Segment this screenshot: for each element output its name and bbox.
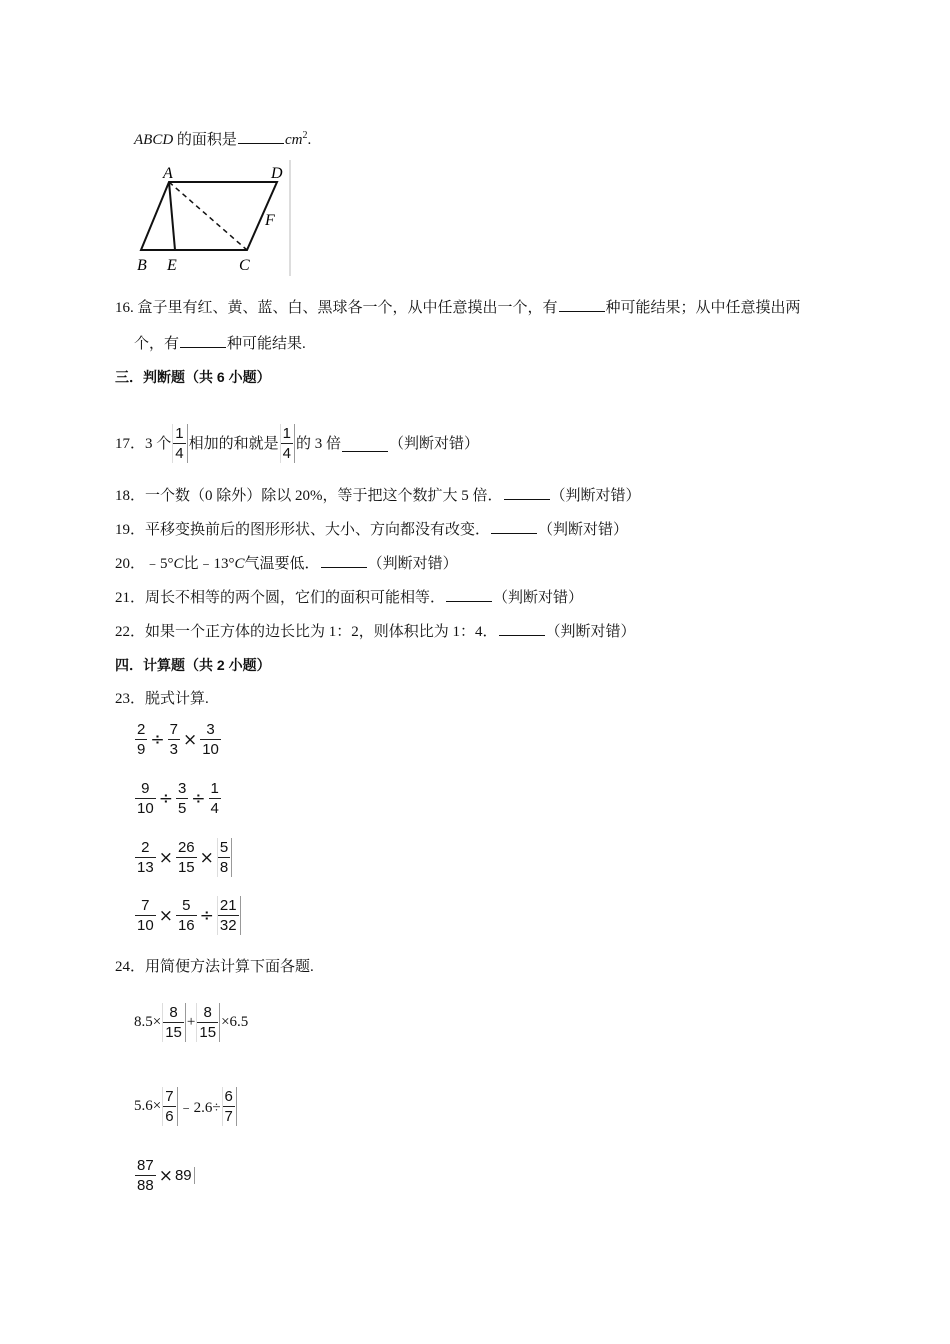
operator: ÷ <box>150 729 165 750</box>
label-a: A <box>163 165 173 182</box>
denominator: 88 <box>137 1177 154 1194</box>
fraction <box>200 720 221 759</box>
fraction <box>217 838 232 877</box>
parallelogram-abcd <box>141 182 277 250</box>
fraction <box>135 1156 156 1195</box>
fraction <box>280 424 295 463</box>
fraction <box>135 838 156 877</box>
expression-text: ×6.5 <box>221 1014 249 1030</box>
q21-text: 21．周长不相等的两个圆，它们的面积可能相等． <box>115 590 446 606</box>
calc-23-1 <box>134 720 222 759</box>
answer-blank[interactable] <box>321 552 367 568</box>
numerator: 5 <box>219 839 229 856</box>
fraction <box>217 896 241 935</box>
q18-tail: （判断对错） <box>550 488 641 504</box>
denominator: 32 <box>219 917 237 934</box>
denominator: 15 <box>165 1024 182 1041</box>
operator: × <box>158 905 173 926</box>
question-16-line2 <box>134 332 306 354</box>
q17-text-c: 的 3 倍 <box>295 435 341 452</box>
denominator: 13 <box>137 859 154 876</box>
fraction <box>162 1087 177 1126</box>
answer-blank[interactable] <box>499 620 545 636</box>
denominator: 15 <box>199 1024 217 1041</box>
answer-blank[interactable] <box>342 436 388 452</box>
q22-text: 22．如果一个正方体的边长比为 1：2，则体积比为 1：4． <box>115 624 498 640</box>
operator: × <box>199 847 214 868</box>
operator: × <box>182 729 198 750</box>
fraction <box>162 1003 186 1042</box>
q20-text-b: 比﹣13° <box>183 556 235 572</box>
label-c: C <box>239 257 250 274</box>
fraction <box>176 779 188 818</box>
unit-c: C <box>234 556 245 572</box>
fraction <box>222 1087 237 1126</box>
unit-c: C <box>173 556 184 572</box>
question-19 <box>115 518 628 540</box>
q15-prefix: ABCD <box>134 132 174 148</box>
unit: cm <box>284 132 303 148</box>
fraction <box>135 896 156 935</box>
operator: ÷ <box>199 905 214 926</box>
numerator: 2 <box>141 839 150 856</box>
calc-23-4 <box>134 896 242 935</box>
period: . <box>307 132 312 148</box>
answer-blank[interactable] <box>446 586 492 602</box>
q15-text: 的面积是 <box>176 132 237 148</box>
numerator: 1 <box>282 425 291 442</box>
numerator: 7 <box>141 897 150 914</box>
question-22 <box>115 620 636 642</box>
q16-text-d: 种可能结果. <box>227 336 306 352</box>
expression-text: 89 <box>175 1167 195 1184</box>
calc-24-3 <box>134 1156 195 1195</box>
fraction <box>172 424 187 463</box>
denominator: 9 <box>137 741 146 758</box>
denominator: 10 <box>137 917 154 934</box>
calc-24-1 <box>134 1003 248 1042</box>
denominator: 8 <box>219 859 229 876</box>
numerator: 2 <box>137 721 146 738</box>
fraction <box>176 838 197 877</box>
q19-tail: （判断对错） <box>538 522 629 538</box>
fraction <box>196 1003 220 1042</box>
label-d: D <box>271 165 283 182</box>
q15-tail <box>134 126 311 150</box>
question-20 <box>115 552 458 574</box>
denominator: 3 <box>169 741 178 758</box>
fraction <box>135 779 156 818</box>
q16-text-b: 种可能结果；从中任意摸出两 <box>605 300 801 316</box>
question-23-title: 23．脱式计算. <box>115 691 209 707</box>
denominator: 7 <box>224 1108 233 1125</box>
expression-text: 8.5× <box>134 1014 162 1030</box>
numerator: 7 <box>169 721 178 738</box>
segment-ae <box>169 182 175 250</box>
q21-tail: （判断对错） <box>493 590 584 606</box>
q22-tail: （判断对错） <box>545 624 636 640</box>
numerator: 1 <box>210 780 219 797</box>
fraction <box>135 720 147 759</box>
q17-number: 17． <box>115 435 146 452</box>
question-18 <box>115 484 641 506</box>
fraction <box>209 779 221 818</box>
numerator: 7 <box>165 1088 174 1105</box>
section-heading-3: 三．判断题（共 6 小题） <box>115 369 271 385</box>
q18-text: 18．一个数（0 除外）除以 20%，等于把这个数扩大 5 倍． <box>115 488 503 504</box>
section-heading-4: 四．计算题（共 2 小题） <box>115 657 271 673</box>
numerator: 9 <box>141 780 150 797</box>
answer-blank[interactable] <box>491 518 537 534</box>
operator: + <box>186 1014 196 1030</box>
numerator: 26 <box>177 839 195 856</box>
question-24-title: 24．用简便方法计算下面各题. <box>115 959 314 975</box>
answer-blank[interactable] <box>559 296 605 312</box>
operator: ÷ <box>191 788 206 809</box>
q17-text-a: 3 个 <box>145 435 172 452</box>
operator: × <box>158 847 173 868</box>
numerator: 21 <box>219 897 237 914</box>
q20-text-a: ﹣5° <box>145 556 174 572</box>
label-e: E <box>167 257 177 274</box>
unit-exponent: 2 <box>302 130 308 141</box>
q16-text-a: 16. 盒子里有红、黄、蓝、白、黑球各一个，从中任意摸出一个，有 <box>115 300 558 316</box>
denominator: 6 <box>165 1108 174 1125</box>
question-17 <box>115 424 479 463</box>
numerator: 3 <box>206 721 215 738</box>
q20-tail: （判断对错） <box>367 556 458 572</box>
numerator: 5 <box>182 897 191 914</box>
denominator: 5 <box>177 800 187 817</box>
denominator: 10 <box>137 800 154 817</box>
calc-23-3 <box>134 838 233 877</box>
denominator: 4 <box>210 800 219 817</box>
numerator: 8 <box>203 1004 212 1021</box>
expression-text: 5.6× <box>134 1098 162 1114</box>
calc-23-2 <box>134 779 222 818</box>
q19-text: 19．平移变换前后的图形形状、大小、方向都没有改变． <box>115 522 491 538</box>
question-21 <box>115 586 583 608</box>
numerator: 87 <box>137 1157 154 1174</box>
q16-text-c: 个，有 <box>134 336 180 352</box>
denominator: 10 <box>202 741 219 758</box>
q17-text-b: 相加的和就是 <box>188 435 279 452</box>
denominator: 16 <box>177 917 195 934</box>
numerator: 6 <box>224 1088 233 1105</box>
fraction <box>176 896 197 935</box>
numerator: 1 <box>175 425 184 442</box>
operator: × <box>158 1165 173 1186</box>
operator: ÷ <box>158 788 173 809</box>
segment-ac-dashed <box>169 182 247 250</box>
expression-text: ﹣2.6÷ <box>178 1100 221 1116</box>
denominator: 4 <box>175 445 184 462</box>
q17-tail: （判断对错） <box>389 435 480 452</box>
fraction <box>168 720 180 759</box>
numerator: 8 <box>169 1004 178 1021</box>
label-b: B <box>137 257 147 274</box>
calc-24-2 <box>134 1087 238 1126</box>
question-16-line1 <box>115 296 801 318</box>
q20-text-d: 气温要低． <box>244 556 320 572</box>
answer-blank[interactable] <box>238 128 284 144</box>
denominator: 15 <box>177 859 195 876</box>
parallelogram-figure <box>135 158 295 278</box>
denominator: 4 <box>282 445 291 462</box>
numerator: 3 <box>177 780 187 797</box>
label-f: F <box>265 212 275 229</box>
answer-blank[interactable] <box>504 484 550 500</box>
answer-blank[interactable] <box>180 332 226 348</box>
q20-number: 20． <box>115 556 146 572</box>
